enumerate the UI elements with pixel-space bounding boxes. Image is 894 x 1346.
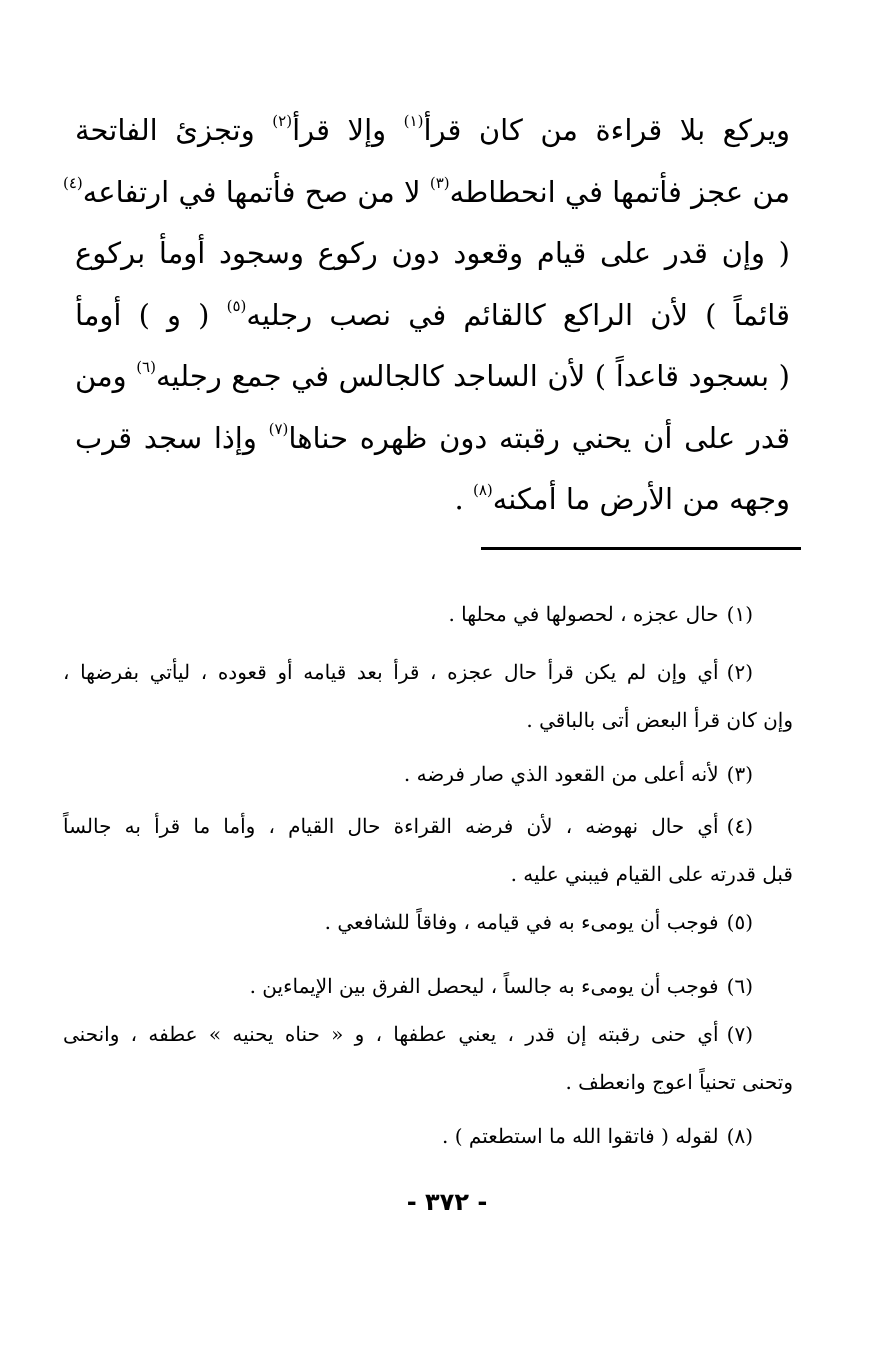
footnote-text: أي حال نهوضه ، لأن فرضه القراءة حال القيام ، وأما ما قرأ به جالساً xyxy=(63,814,719,838)
footnote-line xyxy=(63,898,793,946)
main-text-segment: قدر على أن يحني رقبته دون ظهره حناها xyxy=(288,420,790,455)
main-text-segment: ومن xyxy=(75,359,137,393)
footnote-reference: (٧) xyxy=(268,419,289,438)
footnote-reference: (٣) xyxy=(429,173,450,192)
main-text-line xyxy=(75,346,790,408)
footnote-number: (٣) xyxy=(726,762,753,786)
main-text-segment: من عجز فأتمها في انحطاطه xyxy=(449,174,790,209)
footnote-number: (٢) xyxy=(726,660,753,684)
footnote-line xyxy=(63,696,793,744)
main-text-line xyxy=(75,223,790,285)
footnote-text: قبل قدرته على القيام فيبني عليه . xyxy=(510,862,793,886)
main-text-segment: وإلا قرأ xyxy=(292,113,404,147)
main-text-segment: وجهه من الأرض ما أمكنه xyxy=(492,482,790,516)
footnote-text: أي وإن لم يكن قرأ حال عجزه ، قرأ بعد قيامه أو قعوده ، ليأتي بفرضها ، xyxy=(63,660,719,684)
footnote-text: حال عجزه ، لحصولها في محلها . xyxy=(448,602,719,626)
main-text-line xyxy=(75,469,790,531)
main-text-line xyxy=(75,408,790,470)
footnote-text: لأنه أعلى من القعود الذي صار فرضه . xyxy=(403,762,719,786)
footnote-line xyxy=(63,750,793,798)
footnote-line xyxy=(63,850,793,898)
main-text-segment: وإذا سجد قرب xyxy=(75,420,269,455)
main-text-segment: . xyxy=(454,482,473,516)
main-text-segment: لا من صح فأتمها في ارتفاعه xyxy=(82,174,430,209)
footnote-divider xyxy=(481,547,801,550)
footnote-reference: (٤) xyxy=(62,173,83,192)
footnote-number: (٨) xyxy=(726,1124,753,1148)
footnote-text: فوجب أن يومىء به جالساً ، ليحصل الفرق بين الإيماءين . xyxy=(249,974,719,998)
footnote-line xyxy=(63,962,793,1010)
footnote-text: وإن كان قرأ البعض أتى بالباقي . xyxy=(526,708,793,732)
footnote-item xyxy=(63,962,793,1010)
footnote-item xyxy=(63,590,793,638)
main-text-line xyxy=(62,162,790,224)
footnote-number: (٤) xyxy=(726,814,753,838)
main-text-segment: ( و ) أومأ xyxy=(75,297,227,332)
footnote-text: أي حنى رقبته إن قدر ، يعني عطفها ، و « حناه يحنيه » عطفه ، وانحنى xyxy=(63,1022,719,1046)
footnote-text: فوجب أن يومىء به في قيامه ، وفاقاً للشافعي . xyxy=(324,910,719,934)
footnote-line xyxy=(63,1058,793,1106)
footnote-item xyxy=(63,898,793,946)
footnote-text: لقوله ( فاتقوا الله ما استطعتم ) . xyxy=(442,1124,719,1148)
footnote-line xyxy=(63,648,793,696)
footnote-line xyxy=(63,590,793,638)
main-text-segment: قائماً ) لأن الراكع كالقائم في نصب رجليه xyxy=(246,297,790,332)
main-text-segment: ( بسجود قاعداً ) لأن الساجد كالجالس في جمع رجليه xyxy=(155,359,790,393)
footnote-reference: (٦) xyxy=(136,358,156,376)
footnote-line xyxy=(63,1010,793,1058)
footnote-item xyxy=(63,802,793,898)
main-text-line xyxy=(75,100,790,162)
footnote-number: (١) xyxy=(726,602,753,626)
footnote-item xyxy=(63,750,793,798)
footnote-reference: (٥) xyxy=(226,296,247,315)
footnote-item xyxy=(63,1112,793,1160)
footnote-reference: (٨) xyxy=(472,481,493,499)
footnote-text: وتحنى تحنياً اعوج وانعطف . xyxy=(565,1070,793,1094)
main-text-segment: ( وإن قدر على قيام وقعود دون ركوع وسجود أومأ بركوع xyxy=(75,236,790,270)
footnote-item xyxy=(63,1010,793,1106)
footnote-number: (٥) xyxy=(726,910,753,934)
main-text-segment: وتجزئ الفاتحة xyxy=(75,113,273,147)
footnote-reference: (١) xyxy=(403,112,424,130)
footnote-number: (٦) xyxy=(726,974,753,998)
main-text-segment: ويركع بلا قراءة من كان قرأ xyxy=(423,113,790,147)
footnote-line xyxy=(63,1112,793,1160)
footnote-item xyxy=(63,648,793,744)
main-text-body xyxy=(62,100,790,531)
page-number: - ٣٧٢ - xyxy=(406,1188,488,1216)
main-text-line xyxy=(75,285,790,347)
footnote-number: (٧) xyxy=(726,1022,753,1046)
footnote-line xyxy=(63,802,793,850)
footnote-reference: (٢) xyxy=(272,112,293,130)
